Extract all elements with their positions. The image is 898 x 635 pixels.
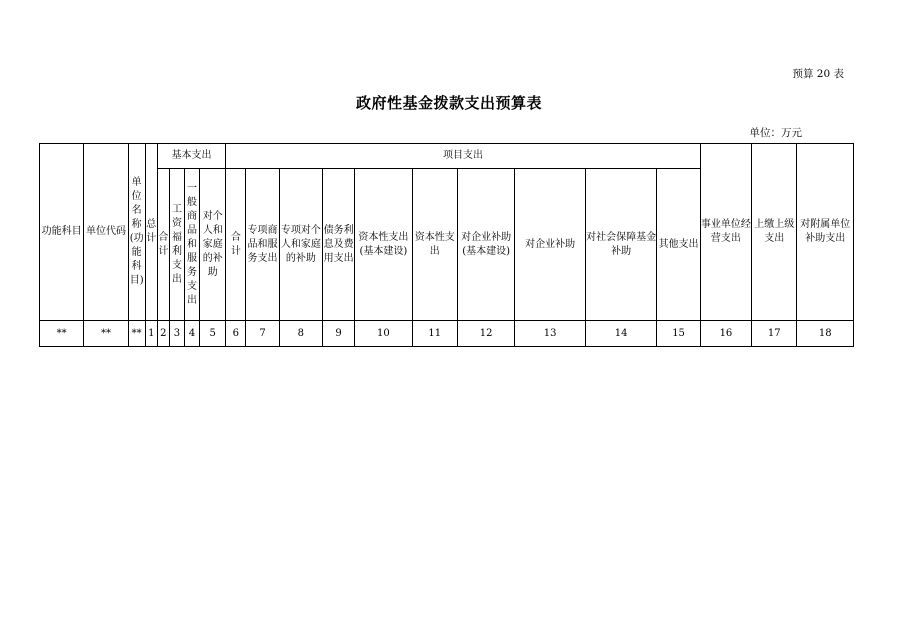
index-cell: 3: [169, 321, 184, 347]
header-basic-sum: 合计: [157, 169, 169, 321]
header-special-personal: 专项对个人和家庭的补助: [279, 169, 322, 321]
page-title: 政府性基金拨款支出预算表: [355, 94, 542, 112]
header-project-expenditure: 项目支出: [226, 144, 700, 169]
index-cell: 13: [515, 321, 586, 347]
header-upper-payment: 上缴上级支出: [752, 144, 797, 321]
form-number: 预算 20 表: [792, 68, 844, 80]
index-cell: 12: [457, 321, 514, 347]
header-personal-family: 对个人和家庭的补助: [200, 169, 226, 321]
index-cell: **: [128, 321, 145, 347]
header-func-subject: 功能科目: [40, 144, 84, 321]
header-enterprise: 对企业补助: [515, 169, 586, 321]
header-unit-code: 单位代码: [84, 144, 128, 321]
index-cell: 14: [585, 321, 657, 347]
header-basic-expenditure: 基本支出: [157, 144, 225, 169]
index-cell: 8: [279, 321, 322, 347]
index-cell: 11: [412, 321, 457, 347]
header-social-security: 对社会保障基金补助: [585, 169, 657, 321]
index-cell: 15: [657, 321, 700, 347]
header-project-sum: 合计: [226, 169, 246, 321]
header-business-ops: 事业单位经营支出: [700, 144, 751, 321]
index-cell: 16: [700, 321, 751, 347]
header-other: 其他支出: [657, 169, 700, 321]
index-cell: **: [40, 321, 84, 347]
index-cell: **: [84, 321, 128, 347]
header-debt-interest: 债务利息及费用支出: [322, 169, 354, 321]
unit-label: 单位：万元: [749, 127, 802, 139]
header-unit-name: 单位名称(功能科目): [128, 144, 145, 321]
index-cell: 1: [145, 321, 157, 347]
header-capital: 资本性支出: [412, 169, 457, 321]
header-affiliated-subsidy: 对附属单位补助支出: [797, 144, 854, 321]
index-cell: 5: [200, 321, 226, 347]
header-enterprise-infra: 对企业补助(基本建设): [457, 169, 514, 321]
index-cell: 2: [157, 321, 169, 347]
index-cell: 17: [752, 321, 797, 347]
header-special-goods: 专项商品和服务支出: [246, 169, 279, 321]
index-cell: 6: [226, 321, 246, 347]
index-cell: 7: [246, 321, 279, 347]
index-cell: 4: [185, 321, 200, 347]
budget-table: [39, 143, 854, 347]
index-cell: 9: [322, 321, 354, 347]
header-goods-services: 一般商品和服务支出: [185, 169, 200, 321]
header-total: 总计: [145, 144, 157, 321]
header-salary-welfare: 工资福利支出: [169, 169, 184, 321]
index-cell: 18: [797, 321, 854, 347]
index-cell: 10: [355, 321, 412, 347]
header-capital-infra: 资本性支出(基本建设): [355, 169, 412, 321]
